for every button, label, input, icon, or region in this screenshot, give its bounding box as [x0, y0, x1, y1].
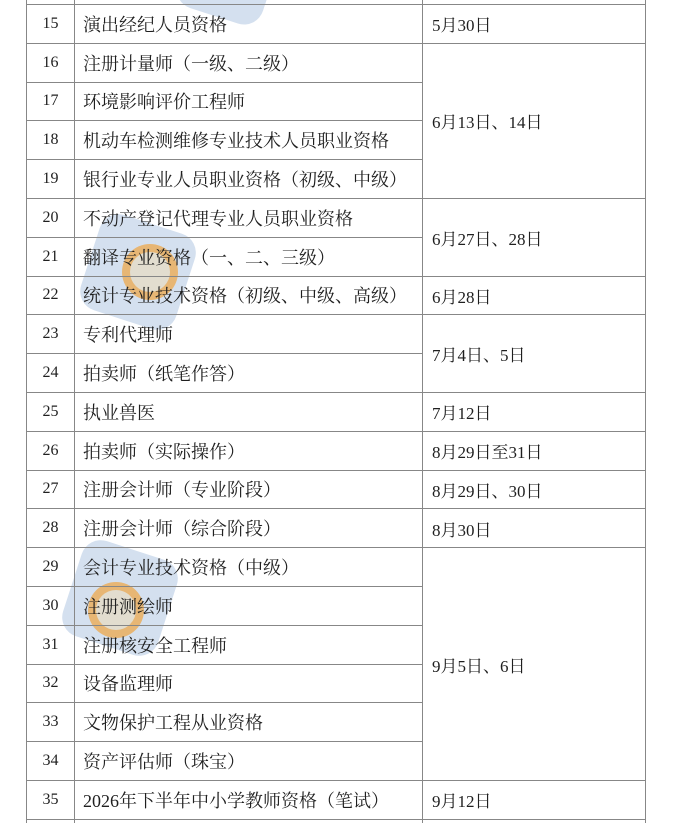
row-number: 20 — [27, 198, 75, 237]
row-number: 19 — [27, 160, 75, 199]
exam-name: 演出经纪人员资格 — [75, 5, 423, 44]
table-row — [27, 509, 646, 548]
table-row — [27, 548, 646, 587]
row-number: 29 — [27, 548, 75, 587]
row-number: 34 — [27, 742, 75, 781]
exam-name: 执业兽医 — [75, 392, 423, 431]
row-number: 31 — [27, 625, 75, 664]
exam-name: 注册会计师（专业阶段） — [75, 470, 423, 509]
exam-name: 设备监理师 — [75, 664, 423, 703]
exam-name: 2026年下半年中小学教师资格（笔试） — [75, 780, 423, 819]
exam-name: 环境影响评价工程师 — [75, 82, 423, 121]
exam-date: 8月30日 — [423, 509, 646, 548]
row-number: 16 — [27, 43, 75, 82]
exam-name: 拍卖师（纸笔作答） — [75, 354, 423, 393]
exam-name: 统计专业技术资格（初级、中级、高级） — [75, 276, 423, 315]
exam-date: 9月12日 — [423, 780, 646, 819]
exam-date: 6月13日、14日 — [423, 43, 646, 198]
exam-name: 注册会计师（综合阶段） — [75, 509, 423, 548]
row-number: 26 — [27, 431, 75, 470]
row-number: 21 — [27, 237, 75, 276]
exam-name: 注册核安全工程师 — [75, 625, 423, 664]
exam-name: 拍卖师（实际操作） — [75, 431, 423, 470]
exam-schedule-table — [26, 0, 646, 823]
exam-name: 翻译专业资格（一、二、三级） — [75, 237, 423, 276]
exam-date: 5月30日 — [423, 5, 646, 44]
partial-cell — [27, 819, 75, 823]
exam-name: 注册计量师（一级、二级） — [75, 43, 423, 82]
exam-date: 7月12日 — [423, 392, 646, 431]
exam-name: 机动车检测维修专业技术人员职业资格 — [75, 121, 423, 160]
exam-date: 6月28日 — [423, 276, 646, 315]
table-row — [27, 43, 646, 82]
table-row — [27, 470, 646, 509]
row-number: 25 — [27, 392, 75, 431]
row-number: 32 — [27, 664, 75, 703]
partial-cell — [423, 819, 646, 823]
table-row — [27, 198, 646, 237]
row-number: 22 — [27, 276, 75, 315]
exam-date: 8月29日至31日 — [423, 431, 646, 470]
table-row — [27, 276, 646, 315]
exam-date: 9月5日、6日 — [423, 548, 646, 781]
row-number: 18 — [27, 121, 75, 160]
partial-cell — [75, 819, 423, 823]
table-row — [27, 392, 646, 431]
table-row — [27, 431, 646, 470]
row-number: 30 — [27, 586, 75, 625]
exam-name: 会计专业技术资格（中级） — [75, 548, 423, 587]
row-number: 24 — [27, 354, 75, 393]
row-number: 33 — [27, 703, 75, 742]
exam-date: 7月4日、5日 — [423, 315, 646, 393]
exam-name: 不动产登记代理专业人员职业资格 — [75, 198, 423, 237]
row-number: 35 — [27, 780, 75, 819]
exam-name: 银行业专业人员职业资格（初级、中级） — [75, 160, 423, 199]
row-number: 27 — [27, 470, 75, 509]
exam-name: 专利代理师 — [75, 315, 423, 354]
exam-date: 6月27日、28日 — [423, 198, 646, 276]
row-number: 15 — [27, 5, 75, 44]
table-row — [27, 5, 646, 44]
exam-name: 资产评估师（珠宝） — [75, 742, 423, 781]
exam-name: 文物保护工程从业资格 — [75, 703, 423, 742]
row-number: 28 — [27, 509, 75, 548]
row-number: 17 — [27, 82, 75, 121]
partial-row-bottom — [27, 819, 646, 823]
exam-name: 注册测绘师 — [75, 586, 423, 625]
row-number: 23 — [27, 315, 75, 354]
table-row — [27, 315, 646, 354]
table-row — [27, 780, 646, 819]
exam-date: 8月29日、30日 — [423, 470, 646, 509]
